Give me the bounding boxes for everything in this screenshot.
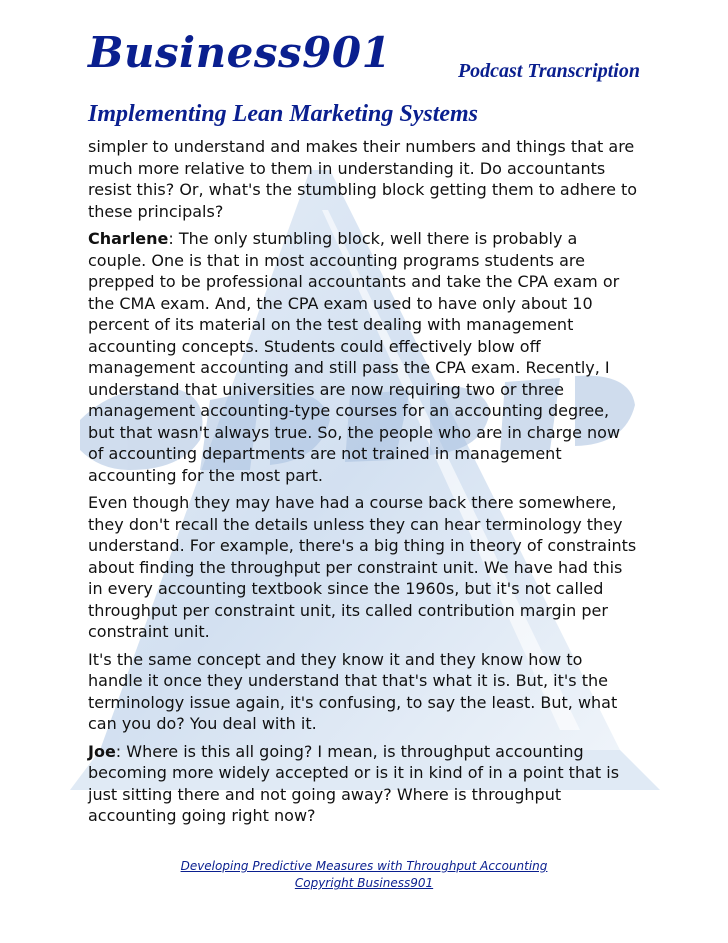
document-subtitle: Implementing Lean Marketing Systems bbox=[88, 101, 479, 127]
brand-title: Business901 bbox=[88, 28, 392, 77]
footer-copyright: Copyright Business901 bbox=[294, 876, 434, 890]
paragraph-3: Even though they may have had a course back there somewhere, they don't recall the details unless they can hear terminology they understand. For example, there's a big thing in theory of constraints about finding the throughput per constraint unit. We have had this in every accounting textbook since the 1960s, but it's not called throughput per constraint unit, its called contribution margin per constraint unit. bbox=[88, 493, 637, 641]
speaker-name: Charlene bbox=[88, 229, 169, 248]
paragraph-4: It's the same concept and they know it and they know how to handle it once they understand that that's what it is. But, it's the terminology issue again, it's confusing, to say the least. But, what can you do? You deal with it. bbox=[88, 649, 618, 733]
paragraph-5 bbox=[88, 741, 640, 827]
page-header bbox=[88, 0, 640, 127]
page-footer bbox=[0, 858, 728, 892]
paragraph-5-text: : Where is this all going? I mean, is throughput accounting becoming more widely accepted or is it in kind of in a point that is just sitting there and not going away? Where is throughput accounting going right now? bbox=[88, 741, 620, 825]
paragraph-1: simpler to understand and makes their numbers and things that are much more relative to them in understanding it. Do accountants resist this? Or, what's the stumbling block getting them to adhere to these principals? bbox=[88, 137, 638, 221]
footer-document-title: Developing Predictive Measures with Throughput Accounting bbox=[180, 859, 548, 873]
transcript-body bbox=[88, 98, 640, 827]
speaker-name: Joe bbox=[88, 741, 116, 761]
podcast-label: Podcast Transcription bbox=[457, 60, 640, 82]
paragraph-2 bbox=[88, 228, 640, 486]
paragraph-2-text: : The only stumbling block, well there is probably a couple. One is that in most accounting programs students are prepped to be professional accountants and take the CPA exam or the CMA exam. And, the CPA exam used to have only about 10 percent of its material on the test dealing with management accounting concepts. Students could effectively blow off management accounting and still pass the CPA exam. Recently, I understand that universities are now requiring two or three management accounting-type courses for an accounting degree, but that wasn't always true. So, the people who are in charge now of accounting departments are not trained in management accounting for the most part. bbox=[88, 229, 621, 485]
